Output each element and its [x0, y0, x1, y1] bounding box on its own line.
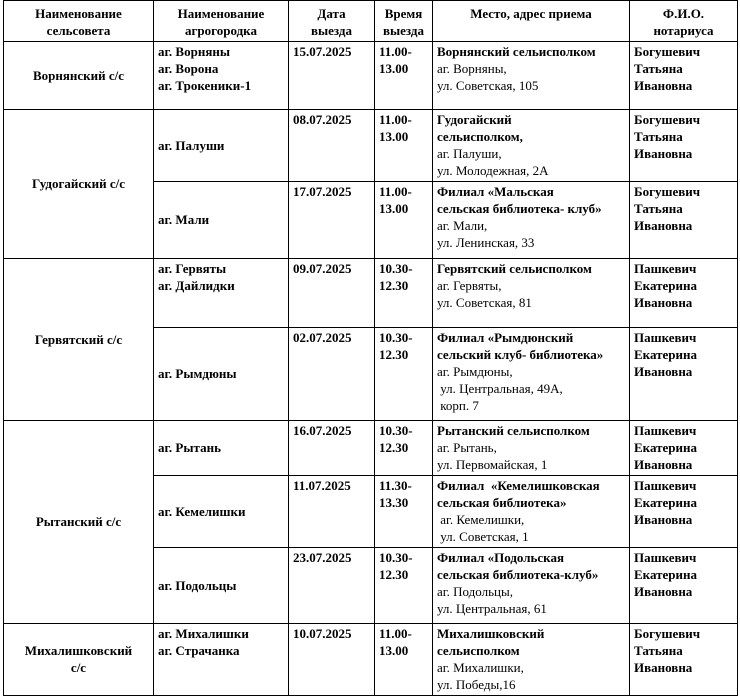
agrogorodok-cell	[154, 421, 289, 476]
place-cell-line: аг. Михалишки,	[437, 660, 524, 675]
date-cell: 23.07.2025	[289, 548, 375, 624]
header-text: Место, адрес приема	[470, 6, 592, 21]
place-cell-line: Михалишковский	[437, 626, 545, 641]
selsovet-cell-line: Ворнянский с/с	[32, 67, 125, 83]
notary-cell	[630, 476, 738, 548]
agrogorodok-cell-line: аг. Палуши	[158, 137, 225, 153]
agrogorodok-cell-line: аг. Дайлидки	[158, 278, 235, 293]
header-date	[289, 1, 375, 42]
header-text: агрогородка	[185, 23, 257, 38]
time-cell-line: 12.30	[379, 278, 409, 293]
notary-cell-line: Пашкевич	[634, 423, 697, 438]
time-cell	[375, 548, 433, 624]
notary-cell-line: Пашкевич	[634, 261, 697, 276]
place-cell-line: Ворнянский сельисполком	[437, 44, 596, 59]
selsovet-cell-line: Гервятский с/с	[34, 331, 123, 347]
date-cell: 11.07.2025	[289, 476, 375, 548]
place-cell-line: Филиал «Подольская	[437, 550, 565, 565]
notary-cell-line: Екатерина	[634, 440, 697, 455]
date-cell: 08.07.2025	[289, 110, 375, 182]
table-row	[4, 259, 738, 328]
time-cell	[375, 328, 433, 421]
notary-cell	[630, 328, 738, 421]
place-cell-line: Филиал «Кемелишковская	[437, 478, 600, 493]
place-cell	[433, 421, 630, 476]
header-text: нотариуса	[653, 23, 714, 38]
notary-cell	[630, 259, 738, 328]
agrogorodok-cell-line: аг. Михалишки	[158, 626, 249, 641]
agrogorodok-cell-line: аг. Трокеники-1	[158, 78, 252, 93]
agrogorodok-cell	[154, 42, 289, 110]
agrogorodok-cell-line: аг. Ворона	[158, 61, 219, 76]
agrogorodok-cell	[154, 476, 289, 548]
time-cell-line: 11.00-	[379, 112, 412, 127]
agrogorodok-cell-line: аг. Кемелишки	[158, 503, 246, 519]
place-cell-line: Филиал «Мальская	[437, 184, 554, 199]
notary-cell	[630, 42, 738, 110]
place-cell	[433, 328, 630, 421]
notary-cell-line: Ивановна	[634, 584, 693, 599]
header-text: Время	[384, 6, 423, 21]
header-text: сельсовета	[46, 23, 111, 38]
notary-cell-line: Татьяна	[634, 61, 683, 76]
place-cell-line: аг. Рытань,	[437, 440, 497, 455]
header-time	[375, 1, 433, 42]
agrogorodok-cell	[154, 259, 289, 328]
place-cell-line: сельский клуб- библиотека»	[437, 347, 604, 362]
notary-cell	[630, 548, 738, 624]
time-cell-line: 13.00	[379, 643, 409, 658]
date-cell: 16.07.2025	[289, 421, 375, 476]
selsovet-cell	[4, 110, 154, 259]
place-cell-line: аг. Кемелишки,	[437, 512, 525, 527]
place-cell-line: аг. Рымдюны,	[437, 364, 513, 379]
notary-cell-line: Екатерина	[634, 278, 697, 293]
time-cell-line: 12.30	[379, 347, 409, 362]
time-cell-line: 13.30	[379, 495, 409, 510]
notary-cell-line: Татьяна	[634, 201, 683, 216]
time-cell-line: 11.00-	[379, 626, 412, 641]
place-cell-line: аг. Мали,	[437, 218, 488, 233]
time-cell-line: 13.00	[379, 61, 409, 76]
place-cell-line: ул. Молодежная, 2А	[437, 163, 549, 178]
date-cell: 09.07.2025	[289, 259, 375, 328]
schedule-table	[3, 0, 738, 696]
place-cell	[433, 476, 630, 548]
notary-cell-line: Ивановна	[634, 218, 693, 233]
notary-cell-line: Ивановна	[634, 512, 693, 527]
place-cell	[433, 259, 630, 328]
place-cell-line: ул. Победы,16	[437, 677, 516, 692]
notary-cell-line: Богушевич	[634, 184, 701, 199]
time-cell-line: 11.00-	[379, 184, 412, 199]
agrogorodok-cell	[154, 328, 289, 421]
header-agrogorodok	[154, 1, 289, 42]
agrogorodok-cell-line: аг. Гервяты	[158, 261, 227, 276]
place-cell-line: ул. Ленинская, 33	[437, 235, 535, 250]
time-cell-line: 10.30-	[379, 330, 413, 345]
agrogorodok-cell-line: аг. Мали	[158, 212, 210, 227]
place-cell-line: ул. Центральная, 61	[437, 601, 547, 616]
place-cell-line: сельисполком	[437, 643, 520, 658]
time-cell-line: 10.30-	[379, 423, 413, 438]
time-cell	[375, 476, 433, 548]
header-notary	[630, 1, 738, 42]
notary-cell-line: Пашкевич	[634, 478, 697, 493]
time-cell-line: 13.00	[379, 129, 409, 144]
header-text: Наименование	[177, 6, 265, 21]
place-cell-line: аг. Палуши,	[437, 146, 502, 161]
date-cell: 10.07.2025	[289, 624, 375, 696]
notary-cell-line: Ивановна	[634, 78, 693, 93]
header-text: Наименование	[35, 6, 122, 21]
time-cell-line: 11.00-	[379, 44, 412, 59]
place-cell-line: аг. Гервяты,	[437, 278, 502, 293]
notary-cell-line: Богушевич	[634, 44, 701, 59]
time-cell	[375, 421, 433, 476]
place-cell-line: сельисполком,	[437, 129, 523, 144]
notary-cell-line: Богушевич	[634, 626, 701, 641]
agrogorodok-cell	[154, 548, 289, 624]
place-cell-line: аг. Ворняны,	[437, 61, 507, 76]
notary-cell-line: Ивановна	[634, 146, 693, 161]
date-cell: 02.07.2025	[289, 328, 375, 421]
header-row	[4, 1, 738, 42]
notary-cell-line: Ивановна	[634, 457, 693, 472]
notary-cell-line: Татьяна	[634, 643, 683, 658]
place-cell-line: аг. Подольцы,	[437, 584, 513, 599]
notary-cell-line: Екатерина	[634, 347, 697, 362]
notary-cell	[630, 182, 738, 259]
place-cell-line: ул. Советская, 81	[437, 295, 532, 310]
place-cell-line: сельская библиотека- клуб»	[437, 201, 602, 216]
place-cell	[433, 548, 630, 624]
selsovet-cell-line: Рытанский с/с	[35, 514, 122, 529]
place-cell-line: Рытанский сельисполком	[437, 423, 590, 438]
notary-cell	[630, 110, 738, 182]
agrogorodok-cell-line: аг. Страчанка	[158, 643, 240, 658]
place-cell-line: сельская библиотека»	[437, 495, 567, 510]
agrogorodok-cell	[154, 110, 289, 182]
date-cell: 15.07.2025	[289, 42, 375, 110]
selsovet-cell	[4, 259, 154, 421]
header-place	[433, 1, 630, 42]
notary-cell-line: Ивановна	[634, 660, 693, 675]
place-cell-line: Гервятский сельисполком	[437, 261, 592, 276]
place-cell-line: ул. Советская, 105	[437, 78, 539, 93]
header-text: Ф.И.О.	[662, 6, 705, 21]
place-cell-line: ул. Советская, 1	[437, 529, 529, 544]
notary-cell-line: Богушевич	[634, 112, 701, 127]
agrogorodok-cell-line: аг. Рымдюны	[158, 366, 237, 381]
header-text: выезда	[310, 23, 352, 38]
time-cell	[375, 182, 433, 259]
schedule-body	[4, 42, 738, 696]
selsovet-cell-line: Михалишковский	[24, 643, 133, 658]
selsovet-cell	[4, 421, 154, 624]
notary-cell-line: Пашкевич	[634, 330, 697, 345]
selsovet-cell-line: Гудогайский с/с	[31, 176, 126, 191]
notary-cell-line: Ивановна	[634, 364, 693, 379]
date-cell: 17.07.2025	[289, 182, 375, 259]
notary-cell-line: Екатерина	[634, 495, 697, 510]
place-cell-line: корп. 7	[437, 398, 479, 413]
time-cell	[375, 259, 433, 328]
place-cell-line: Филиал «Рымдюнский	[437, 330, 574, 345]
header-text: Дата	[317, 6, 346, 21]
notary-cell-line: Пашкевич	[634, 550, 697, 565]
notary-cell-line: Татьяна	[634, 129, 683, 144]
time-cell-line: 13.00	[379, 201, 409, 216]
notary-cell	[630, 421, 738, 476]
selsovet-cell	[4, 42, 154, 110]
table-row	[4, 110, 738, 182]
table-row	[4, 421, 738, 476]
place-cell-line: Гудогайский	[437, 112, 512, 127]
selsovet-cell-line: с/с	[70, 660, 87, 675]
place-cell	[433, 110, 630, 182]
time-cell	[375, 42, 433, 110]
agrogorodok-cell	[154, 182, 289, 259]
agrogorodok-cell-line: аг. Рытань	[158, 440, 221, 455]
place-cell-line: ул. Первомайская, 1	[437, 457, 548, 472]
time-cell-line: 11.30-	[379, 478, 412, 493]
place-cell-line: сельская библиотека-клуб»	[437, 567, 599, 582]
agrogorodok-cell-line: аг. Подольцы	[158, 577, 237, 593]
time-cell	[375, 110, 433, 182]
place-cell-line: ул. Центральная, 49А,	[437, 381, 563, 396]
agrogorodok-cell-line: аг. Ворняны	[158, 44, 231, 59]
time-cell-line: 12.30	[379, 567, 409, 582]
notary-cell-line: Екатерина	[634, 567, 697, 582]
time-cell-line: 10.30-	[379, 550, 413, 565]
table-row	[4, 42, 738, 110]
header-selsovet	[4, 1, 154, 42]
header-text: выезда	[382, 23, 424, 38]
time-cell-line: 10.30-	[379, 261, 413, 276]
time-cell-line: 12.30	[379, 440, 409, 455]
notary-cell-line: Ивановна	[634, 295, 693, 310]
place-cell	[433, 42, 630, 110]
place-cell	[433, 182, 630, 259]
